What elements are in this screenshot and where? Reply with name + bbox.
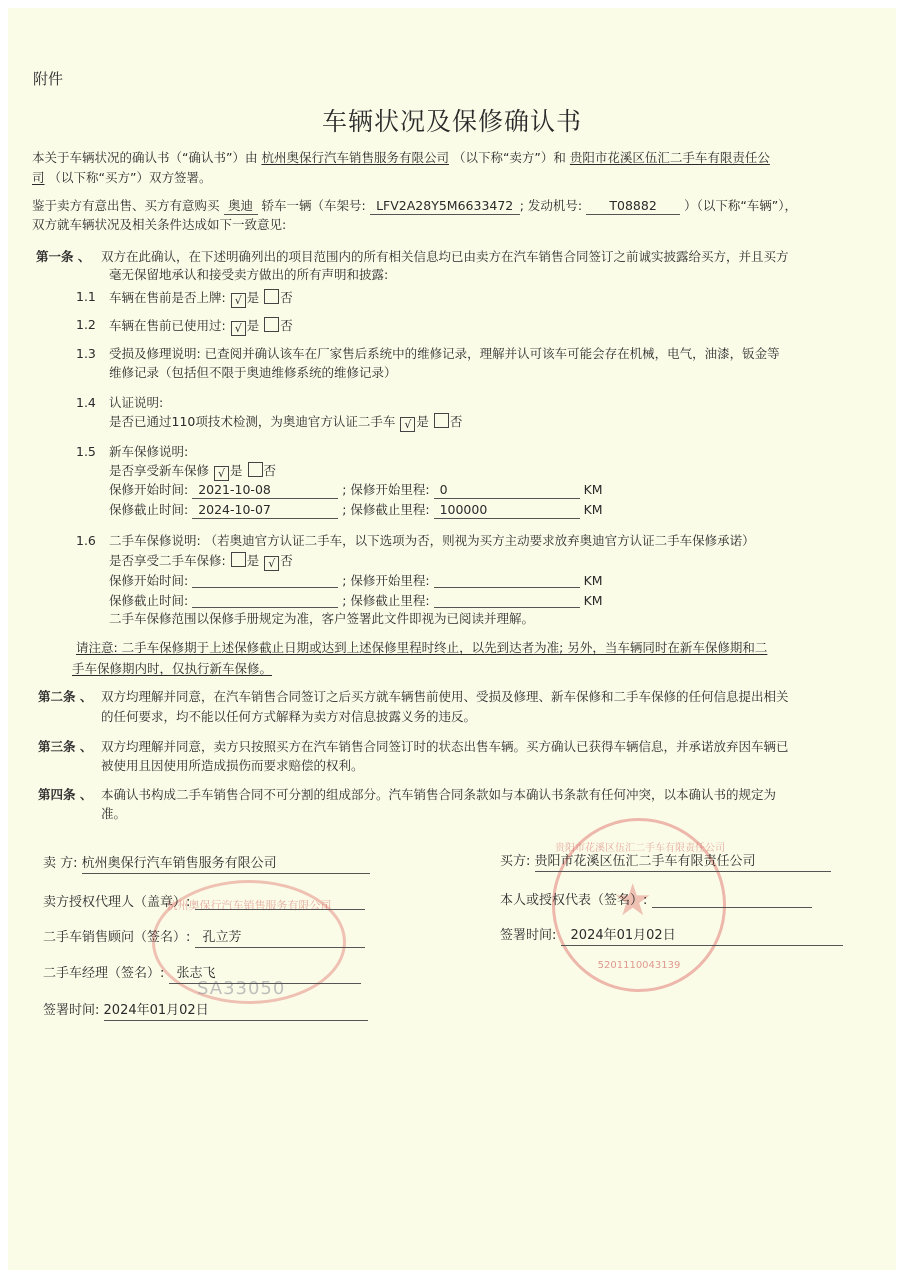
used-no-checkbox[interactable] (264, 317, 279, 332)
intro-line-4: 双方就车辆状况及相关条件达成如下一致意见: (32, 217, 287, 232)
buyer-sign-row (500, 853, 831, 872)
item-1-4-title: 认证说明: (109, 395, 164, 410)
used-end-km-field (434, 592, 580, 608)
seller-label: 卖 方: (43, 856, 78, 871)
article-4-label: 第四条 、 (38, 787, 93, 802)
intro-text: 本关于车辆状况的确认书（“确认书”）由 (32, 150, 258, 165)
used-warranty-no-checkbox[interactable]: √ (264, 556, 279, 571)
buyer-seal-text: 贵阳市花溪区伍汇二手车有限责任公司 (555, 843, 725, 854)
start-time-label: 保修开始时间: (109, 573, 189, 588)
km-unit: KM (583, 573, 603, 588)
buyer-sign-time-field: 2024年01月02日 (561, 927, 843, 946)
warranty-start-row (109, 482, 603, 499)
km-unit: KM (583, 502, 603, 517)
plated-yes-checkbox[interactable]: √ (231, 293, 246, 308)
item-1-6-question (109, 552, 293, 571)
article-3-text-cont: 被使用且因使用所造成损伤而要求赔偿的权利。 (101, 758, 364, 773)
seller-name-field: 杭州奥保行汽车销售服务有限公司 (261, 150, 449, 165)
new-warranty-no-checkbox[interactable] (248, 462, 263, 477)
notice-text-cont: 手车保修期内时，仅执行新车保修。 (72, 661, 273, 676)
used-car-warranty-question: 是否享受二手车保修: (109, 553, 226, 568)
article-2-text-cont: 的任何要求，均不能以任何方式解释为卖方对信息披露义务的违反。 (101, 709, 477, 724)
sales-consultant-field: 孔立芳 (195, 929, 365, 948)
used-start-time-field (192, 572, 338, 588)
engine-number-field: T08882 (586, 198, 680, 215)
item-1-1-number: 1.1 (76, 289, 96, 304)
item-1-3-text: 受损及修理说明: 已查阅并确认该车在厂家售后系统中的维修记录，理解并认可该车可能会存在机械，电气，油漆，钣金等 (109, 346, 780, 361)
article-2-label: 第二条 、 (38, 689, 93, 704)
buyer-seal-number: 5201110043139 (597, 960, 681, 971)
attachment-label: 附件 (33, 70, 64, 88)
buyer-sign-time-row (500, 927, 843, 946)
intro-text: 鉴于卖方有意出售、买方有意购买 (32, 198, 220, 213)
no-label: 否 (280, 290, 293, 305)
seller-agent-label: 卖方授权代理人（盖章）: (43, 895, 191, 910)
certified-yes-checkbox[interactable]: √ (400, 417, 415, 432)
buyer-rep-field (652, 890, 812, 908)
end-km-field: 100000 (434, 502, 580, 519)
item-1-2 (109, 317, 293, 336)
item-1-5-number: 1.5 (76, 444, 96, 459)
yes-label: 是 (246, 553, 260, 568)
item-1-1-text: 车辆在售前是否上牌: (109, 290, 226, 305)
page-title: 车辆状况及保修确认书 (321, 107, 582, 136)
km-unit: KM (583, 593, 603, 608)
certified-question: 是否已通过110项技术检测，为奥迪官方认证二手车 (109, 414, 396, 429)
used-warranty-end-row (109, 592, 603, 609)
km-unit: KM (583, 482, 603, 497)
intro-text: ）（以下称“车辆”）， (684, 198, 798, 213)
yes-label: 是 (416, 414, 429, 429)
intro-text: ; 发动机号: (519, 198, 583, 213)
used-end-time-field (192, 592, 338, 608)
item-1-6-title: 二手车保修说明: （若奥迪官方认证二手车，以下选项为否，则视为买方主动要求放弃奥迪官方认证二手车保修承诺） (109, 533, 755, 548)
article-4-text-cont: 准。 (101, 806, 127, 821)
end-km-label: ; 保修截止里程: (342, 502, 430, 517)
item-1-6-number: 1.6 (76, 533, 96, 548)
end-time-label: 保修截止时间: (109, 593, 189, 608)
article-2-text: 双方均理解并同意，在汽车销售合同签订之后买方就车辆售前使用、受损及修理、新车保修和二手车保修的任何信息提出相关 (101, 689, 789, 704)
manager-code-stamp: SA33050 (197, 978, 286, 999)
seller-agent-row (43, 892, 365, 912)
start-time-field: 2021-10-08 (192, 482, 338, 499)
buyer-label: 买方: (500, 854, 531, 869)
buyer-name-field: 贵阳市花溪区伍汇二手车有限责任公 (569, 150, 770, 165)
item-1-2-text: 车辆在售前已使用过: (109, 318, 226, 333)
yes-label: 是 (246, 318, 260, 333)
seller-field: 杭州奥保行汽车销售服务有限公司 (82, 855, 370, 874)
intro-line-3 (32, 198, 797, 215)
item-1-3-number: 1.3 (76, 346, 96, 361)
sign-time-label: 签署时间: (43, 1003, 100, 1018)
item-1-5-question (109, 462, 276, 481)
notice-text: 请注意: 二手车保修期于上述保修截止日期或达到上述保修里程时终止，以先到达者为准; 另外，当车辆同时在新车保修期和二 (76, 640, 768, 655)
item-1-1 (109, 289, 293, 308)
used-yes-checkbox[interactable]: √ (231, 321, 246, 336)
intro-line-1 (32, 150, 770, 166)
article-1-text-cont: 毫无保留地承认和接受卖方做出的所有声明和披露: (109, 267, 389, 282)
yes-label: 是 (246, 290, 260, 305)
article-1-label: 第一条 、 (36, 249, 91, 264)
end-time-label: 保修截止时间: (109, 502, 189, 517)
manager-label: 二手车经理（签名）: (43, 966, 165, 981)
new-warranty-yes-checkbox[interactable]: √ (214, 466, 229, 481)
manager-field: 张志飞 (169, 965, 361, 984)
plated-no-checkbox[interactable] (264, 289, 279, 304)
intro-text: （以下称“卖方”）和 (452, 150, 566, 165)
item-1-4-number: 1.4 (76, 395, 96, 410)
used-start-km-field (434, 572, 580, 588)
end-km-label: ; 保修截止里程: (342, 593, 430, 608)
start-time-label: 保修开始时间: (109, 482, 189, 497)
intro-text: 轿车一辆（车架号: (261, 198, 366, 213)
brand-field: 奥迪 (224, 198, 258, 215)
certified-no-checkbox[interactable] (434, 413, 449, 428)
buyer-sign-time-label: 签署时间: (500, 928, 557, 943)
seller-seal-text: 杭州奥保行汽车销售服务有限公司 (166, 899, 332, 912)
used-warranty-start-row (109, 572, 603, 589)
start-km-label: ; 保修开始里程: (342, 482, 430, 497)
item-1-3-text-cont: 维修记录（包括但不限于奥迪维修系统的维修记录） (109, 365, 397, 380)
yes-label: 是 (230, 463, 243, 478)
item-1-5-title: 新车保修说明: (109, 444, 189, 459)
article-3-label: 第三条 、 (38, 739, 93, 754)
no-label: 否 (449, 414, 463, 429)
buyer-name-field-cont: 司 (32, 170, 45, 185)
start-km-field: 0 (434, 482, 580, 499)
no-label: 否 (263, 463, 277, 478)
used-warranty-yes-checkbox[interactable] (231, 552, 246, 567)
manager-row (43, 965, 361, 984)
end-time-field: 2024-10-07 (192, 502, 338, 519)
seller-agent-field (195, 892, 365, 910)
item-1-4-question (109, 413, 462, 432)
article-4-text: 本确认书构成二手车销售合同不可分割的组成部分。汽车销售合同条款如与本确认书条款有任何冲突，以本确认书的规定为 (101, 787, 777, 802)
buyer-field: 贵阳市花溪区伍汇二手车有限责任公司 (535, 853, 831, 872)
star-icon: ★ (613, 875, 653, 926)
sales-consultant-row (43, 929, 365, 948)
seller-sign-time-row (43, 1002, 368, 1021)
new-car-warranty-question: 是否享受新车保修 (109, 463, 210, 478)
item-1-2-number: 1.2 (76, 317, 96, 332)
used-warranty-note: 二手车保修范围以保修手册规定为准，客户签署此文件即视为已阅读并理解。 (109, 611, 535, 626)
sales-consultant-label: 二手车销售顾问（签名）: (43, 930, 191, 945)
no-label: 否 (280, 318, 293, 333)
article-1-text: 双方在此确认，在下述明确列出的项目范围内的所有相关信息均已由卖方在汽车销售合同签订之前诚实披露给买方，并且买方 (101, 249, 789, 264)
sign-time-field: 2024年01月02日 (104, 1002, 368, 1021)
no-label: 否 (280, 553, 293, 568)
vin-field: LFV2A28Y5M6633472 (370, 198, 520, 215)
buyer-rep-row (500, 890, 812, 910)
warranty-end-row (109, 502, 603, 519)
intro-text: （以下称“买方”）双方签署。 (48, 170, 212, 185)
seller-sign-row (43, 855, 370, 874)
article-3-text: 双方均理解并同意，卖方只按照买方在汽车销售合同签订时的状态出售车辆。买方确认已获得车辆信息，并承诺放弃因车辆已 (101, 739, 789, 754)
start-km-label: ; 保修开始里程: (342, 573, 430, 588)
buyer-rep-label: 本人或授权代表（签名）: (500, 893, 648, 908)
intro-line-2 (32, 170, 211, 186)
